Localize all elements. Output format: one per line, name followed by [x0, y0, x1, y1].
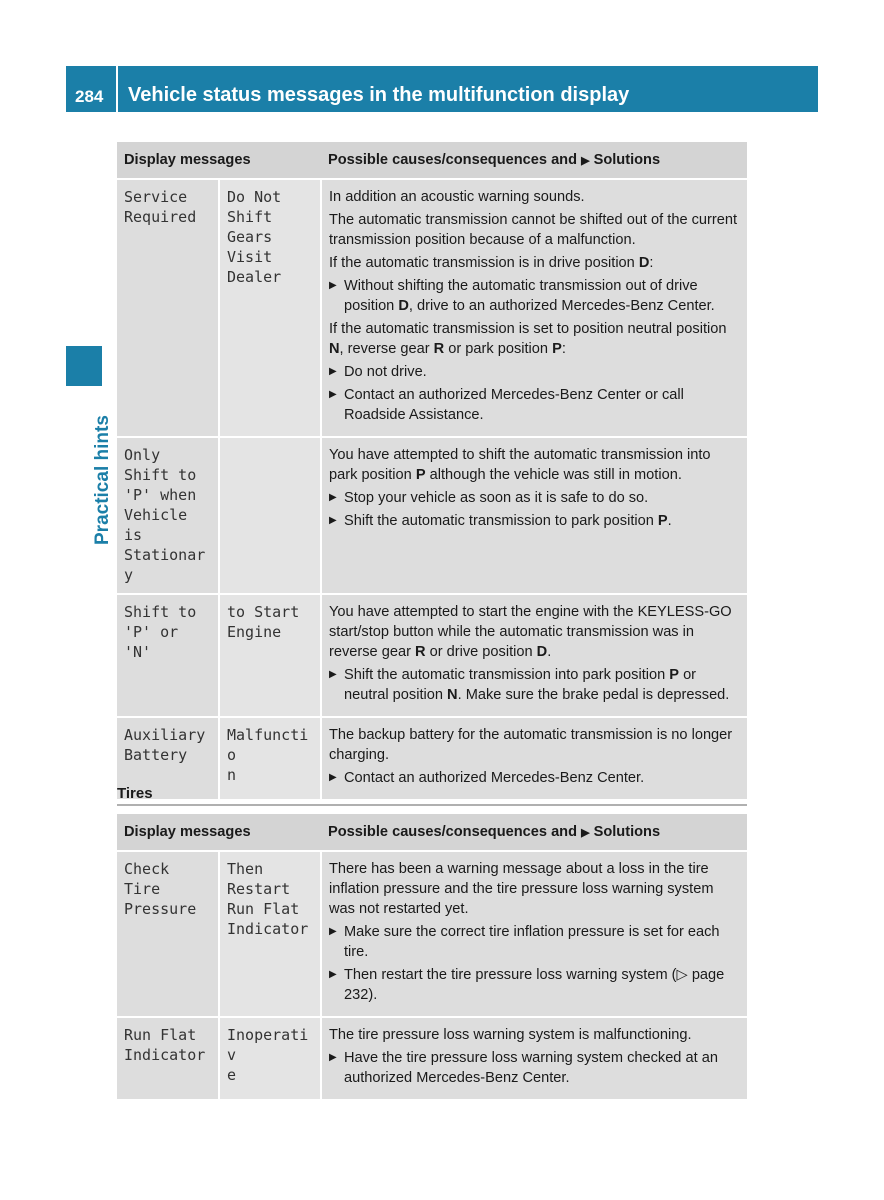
- solution-step: ▶ Have the tire pressure loss warning system checked at an authorized Mercedes-Benz Center.: [329, 1048, 740, 1088]
- table-row: [117, 594, 747, 717]
- display-message-line1: Shift to 'P' or 'N': [117, 594, 219, 717]
- solution-step: ▶ Then restart the tire pressure loss warning system (▷ page 232).: [329, 965, 740, 1005]
- cause-text: You have attempted to start the engine with the KEYLESS-GO start/stop button while the automatic transmission was in reverse gear R or drive position D.: [329, 604, 732, 660]
- solution-step: ▶ Make sure the correct tire inflation pressure is set for each tire.: [329, 922, 740, 962]
- table-row: [117, 1017, 747, 1099]
- cause-text: The tire pressure loss warning system is malfunctioning.: [329, 1027, 692, 1043]
- header-display-messages: Display messages: [117, 142, 321, 179]
- solution-step: ▶ Shift the automatic transmission into park position P or neutral position N. Make sure the brake pedal is depressed.: [329, 665, 740, 705]
- cause-text: In addition an acoustic warning sounds.: [329, 189, 585, 205]
- display-message-line1: Run Flat Indicator: [117, 1017, 219, 1099]
- causes-solutions-cell: [321, 1017, 747, 1099]
- display-message-line2: Inoperativ e: [219, 1017, 321, 1099]
- causes-solutions-cell: [321, 851, 747, 1017]
- display-message-line2: Do Not Shift Gears Visit Dealer: [219, 179, 321, 437]
- cause-text: There has been a warning message about a loss in the tire inflation pressure and the tire pressure loss warning system was not restarted yet.: [329, 861, 714, 917]
- page-number: 284: [75, 87, 104, 106]
- display-message-line2: Malfunctio n: [219, 717, 321, 799]
- section-marker: [66, 346, 102, 386]
- table-row: [117, 851, 747, 1017]
- header-causes-solutions: [321, 142, 747, 179]
- solution-step: ▶ Stop your vehicle as soon as it is safe to do so.: [329, 488, 740, 508]
- arrow-right-icon: ▶: [581, 155, 590, 167]
- cause-text: The automatic transmission cannot be shifted out of the current transmission position because of a malfunction.: [329, 212, 738, 248]
- solution-step: ▶ Contact an authorized Mercedes-Benz Center.: [329, 768, 740, 788]
- messages-table-transmission: [117, 142, 747, 799]
- display-message-line1: Service Required: [117, 179, 219, 437]
- cause-text: The backup battery for the automatic transmission is no longer charging.: [329, 727, 733, 763]
- messages-table-tires: [117, 814, 747, 1099]
- header-display-messages: Display messages: [117, 814, 321, 851]
- header-causes-solutions: [321, 814, 747, 851]
- display-message-line1: Check Tire Pressure: [117, 851, 219, 1017]
- cause-text: If the automatic transmission is set to position neutral position N, reverse gear R or park position P:: [329, 321, 727, 357]
- header-solutions-label: Solutions: [593, 152, 661, 168]
- cause-text: If the automatic transmission is in drive position D:: [329, 255, 654, 271]
- causes-solutions-cell: [321, 437, 747, 594]
- header-solutions-label: Solutions: [593, 824, 661, 840]
- display-message-line1: Auxiliary Battery: [117, 717, 219, 799]
- table-row: [117, 437, 747, 594]
- display-message-line2: [219, 437, 321, 594]
- page-title: Vehicle status messages in the multifunction display: [128, 84, 630, 106]
- table-header-row: [117, 814, 747, 851]
- causes-solutions-cell: [321, 594, 747, 717]
- display-message-line1: Only Shift to 'P' when Vehicle is Stationary: [117, 437, 219, 594]
- tires-section-heading: Tires: [117, 785, 747, 806]
- solution-step: ▶ Without shifting the automatic transmission out of drive position D, drive to an authorized Mercedes-Benz Center.: [329, 276, 740, 316]
- solution-step: ▶ Shift the automatic transmission to park position P.: [329, 511, 740, 531]
- display-message-line2: Then Restart Run Flat Indicator: [219, 851, 321, 1017]
- table-header-row: [117, 142, 747, 179]
- section-side-label: Practical hints: [92, 415, 113, 545]
- cause-text: You have attempted to shift the automatic transmission into park position P although the vehicle was still in motion.: [329, 447, 711, 483]
- header-causes-label: Possible causes/consequences and: [328, 152, 578, 168]
- arrow-right-icon: ▶: [581, 827, 590, 839]
- display-message-line2: to Start Engine: [219, 594, 321, 717]
- solution-step: ▶ Contact an authorized Mercedes-Benz Center or call Roadside Assistance.: [329, 385, 740, 425]
- table-row: [117, 179, 747, 437]
- header-causes-label: Possible causes/consequences and: [328, 824, 578, 840]
- page-header: [66, 66, 818, 112]
- solution-step: ▶ Do not drive.: [329, 362, 740, 382]
- causes-solutions-cell: [321, 179, 747, 437]
